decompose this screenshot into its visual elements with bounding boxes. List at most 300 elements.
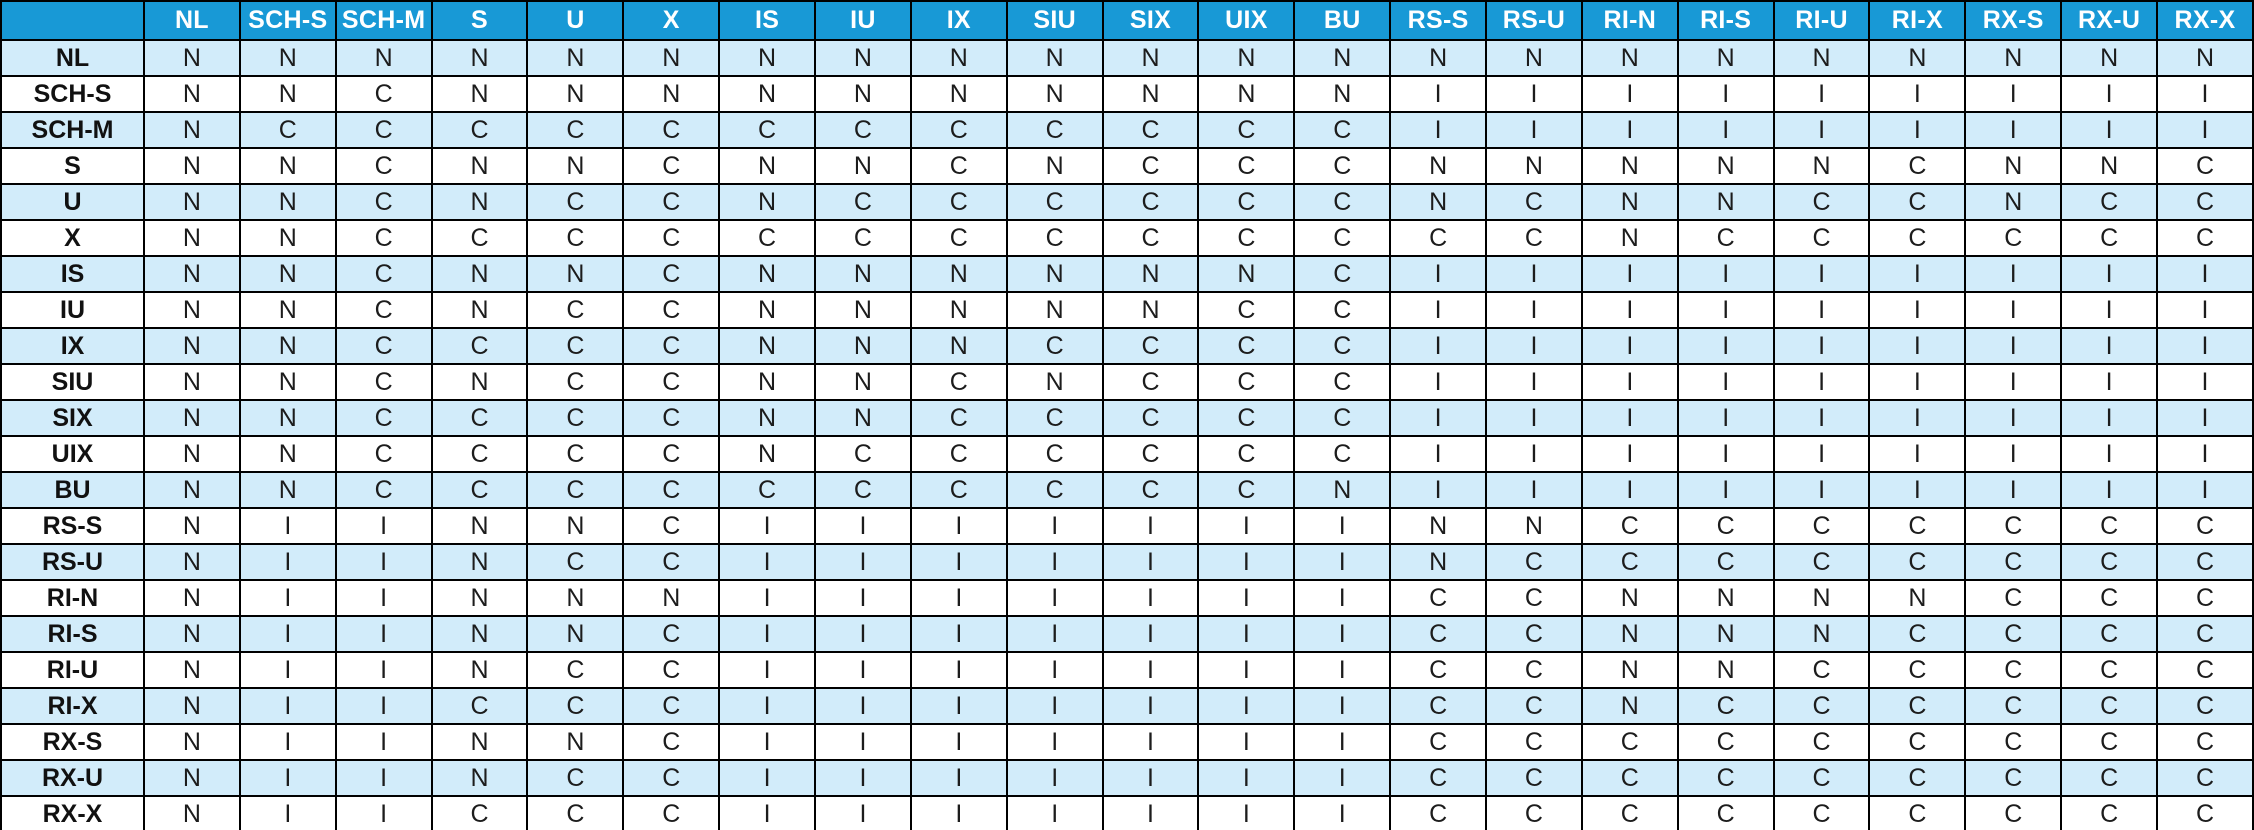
cell-rs-s-s: N bbox=[432, 508, 528, 544]
cell-is-siu: N bbox=[1007, 256, 1103, 292]
cell-six-rs-s: I bbox=[1390, 400, 1486, 436]
cell-ix-rx-u: I bbox=[2061, 328, 2157, 364]
cell-s-u: N bbox=[527, 148, 623, 184]
cell-u-rs-s: N bbox=[1390, 184, 1486, 220]
cell-siu-sch-s: N bbox=[240, 364, 336, 400]
column-header-iu: IU bbox=[815, 1, 911, 40]
cell-ix-sch-m: C bbox=[336, 328, 432, 364]
cell-siu-nl: N bbox=[144, 364, 240, 400]
column-header-is: IS bbox=[719, 1, 815, 40]
cell-ri-s-x: C bbox=[623, 616, 719, 652]
cell-iu-six: N bbox=[1103, 292, 1199, 328]
cell-sch-m-u: C bbox=[527, 112, 623, 148]
cell-nl-siu: N bbox=[1007, 40, 1103, 76]
cell-is-ri-x: I bbox=[1869, 256, 1965, 292]
cell-is-ix: N bbox=[911, 256, 1007, 292]
cell-ri-n-nl: N bbox=[144, 580, 240, 616]
cell-iu-rx-u: I bbox=[2061, 292, 2157, 328]
column-header-uix: UIX bbox=[1198, 1, 1294, 40]
cell-nl-s: N bbox=[432, 40, 528, 76]
cell-six-u: C bbox=[527, 400, 623, 436]
row-header-s: S bbox=[1, 148, 144, 184]
cell-sch-s-u: N bbox=[527, 76, 623, 112]
cell-siu-six: C bbox=[1103, 364, 1199, 400]
cell-siu-rs-u: I bbox=[1486, 364, 1582, 400]
cell-ri-n-is: I bbox=[719, 580, 815, 616]
cell-ix-rs-s: I bbox=[1390, 328, 1486, 364]
cell-x-rs-u: C bbox=[1486, 220, 1582, 256]
cell-is-rx-s: I bbox=[1965, 256, 2061, 292]
cell-sch-m-uix: C bbox=[1198, 112, 1294, 148]
cell-six-sch-m: C bbox=[336, 400, 432, 436]
cell-u-uix: C bbox=[1198, 184, 1294, 220]
column-header-ri-x: RI-X bbox=[1869, 1, 1965, 40]
cell-rs-u-rx-u: C bbox=[2061, 544, 2157, 580]
cell-ix-bu: C bbox=[1294, 328, 1390, 364]
column-header-sch-m: SCH-M bbox=[336, 1, 432, 40]
cell-is-six: N bbox=[1103, 256, 1199, 292]
cell-rs-s-u: N bbox=[527, 508, 623, 544]
cell-is-u: N bbox=[527, 256, 623, 292]
cell-sch-s-sch-s: N bbox=[240, 76, 336, 112]
cell-sch-m-ri-x: I bbox=[1869, 112, 1965, 148]
matrix-row-six bbox=[1, 400, 2253, 436]
cell-ri-s-rs-u: C bbox=[1486, 616, 1582, 652]
cell-ri-s-ri-u: N bbox=[1774, 616, 1870, 652]
matrix-row-rs-s bbox=[1, 508, 2253, 544]
cell-six-rx-u: I bbox=[2061, 400, 2157, 436]
cell-ri-s-is: I bbox=[719, 616, 815, 652]
cell-iu-x: C bbox=[623, 292, 719, 328]
cell-siu-ri-x: I bbox=[1869, 364, 1965, 400]
cell-rx-u-sch-m: I bbox=[336, 760, 432, 796]
cell-nl-ri-n: N bbox=[1582, 40, 1678, 76]
cell-ri-s-six: I bbox=[1103, 616, 1199, 652]
cell-rs-u-ri-x: C bbox=[1869, 544, 1965, 580]
cell-ri-s-nl: N bbox=[144, 616, 240, 652]
cell-uix-rx-u: I bbox=[2061, 436, 2157, 472]
cell-ri-n-x: N bbox=[623, 580, 719, 616]
matrix-head bbox=[1, 1, 2253, 40]
cell-rs-u-ri-s: C bbox=[1678, 544, 1774, 580]
cell-nl-x: N bbox=[623, 40, 719, 76]
cell-ri-u-bu: I bbox=[1294, 652, 1390, 688]
cell-sch-s-six: N bbox=[1103, 76, 1199, 112]
matrix-header-row bbox=[1, 1, 2253, 40]
cell-is-s: N bbox=[432, 256, 528, 292]
cell-u-six: C bbox=[1103, 184, 1199, 220]
cell-nl-u: N bbox=[527, 40, 623, 76]
cell-ri-s-sch-m: I bbox=[336, 616, 432, 652]
cell-rx-x-rs-u: C bbox=[1486, 796, 1582, 830]
column-header-ri-u: RI-U bbox=[1774, 1, 1870, 40]
cell-ix-ri-n: I bbox=[1582, 328, 1678, 364]
cell-ri-u-u: C bbox=[527, 652, 623, 688]
matrix-row-is bbox=[1, 256, 2253, 292]
column-header-s: S bbox=[432, 1, 528, 40]
matrix-row-ix bbox=[1, 328, 2253, 364]
cell-x-rx-x: C bbox=[2157, 220, 2253, 256]
cell-ri-u-rx-x: C bbox=[2157, 652, 2253, 688]
cell-nl-rx-s: N bbox=[1965, 40, 2061, 76]
row-header-ri-n: RI-N bbox=[1, 580, 144, 616]
cell-uix-is: N bbox=[719, 436, 815, 472]
cell-bu-ri-u: I bbox=[1774, 472, 1870, 508]
cell-six-ri-x: I bbox=[1869, 400, 1965, 436]
cell-ri-s-rs-s: C bbox=[1390, 616, 1486, 652]
cell-rs-s-siu: I bbox=[1007, 508, 1103, 544]
cell-ri-n-u: N bbox=[527, 580, 623, 616]
cell-rs-s-sch-m: I bbox=[336, 508, 432, 544]
cell-rs-s-ri-s: C bbox=[1678, 508, 1774, 544]
matrix-row-siu bbox=[1, 364, 2253, 400]
cell-x-iu: C bbox=[815, 220, 911, 256]
cell-six-siu: C bbox=[1007, 400, 1103, 436]
cell-bu-ri-s: I bbox=[1678, 472, 1774, 508]
cell-bu-bu: N bbox=[1294, 472, 1390, 508]
cell-rx-s-rx-x: C bbox=[2157, 724, 2253, 760]
column-header-ri-n: RI-N bbox=[1582, 1, 1678, 40]
cell-bu-ri-n: I bbox=[1582, 472, 1678, 508]
cell-ri-s-sch-s: I bbox=[240, 616, 336, 652]
cell-s-ri-n: N bbox=[1582, 148, 1678, 184]
cell-six-nl: N bbox=[144, 400, 240, 436]
cell-rs-u-siu: I bbox=[1007, 544, 1103, 580]
row-header-sch-m: SCH-M bbox=[1, 112, 144, 148]
matrix-row-iu bbox=[1, 292, 2253, 328]
cell-ri-n-s: N bbox=[432, 580, 528, 616]
cell-s-rs-s: N bbox=[1390, 148, 1486, 184]
cell-rs-s-sch-s: I bbox=[240, 508, 336, 544]
cell-six-six: C bbox=[1103, 400, 1199, 436]
cell-s-rx-u: N bbox=[2061, 148, 2157, 184]
cell-is-iu: N bbox=[815, 256, 911, 292]
cell-rs-u-is: I bbox=[719, 544, 815, 580]
cell-ri-u-siu: I bbox=[1007, 652, 1103, 688]
column-header-u: U bbox=[527, 1, 623, 40]
cell-rx-s-iu: I bbox=[815, 724, 911, 760]
cell-x-x: C bbox=[623, 220, 719, 256]
cell-iu-ri-s: I bbox=[1678, 292, 1774, 328]
cell-s-uix: C bbox=[1198, 148, 1294, 184]
cell-ri-u-uix: I bbox=[1198, 652, 1294, 688]
cell-rs-s-rs-u: N bbox=[1486, 508, 1582, 544]
cell-ri-u-nl: N bbox=[144, 652, 240, 688]
cell-nl-rx-u: N bbox=[2061, 40, 2157, 76]
cell-bu-rx-s: I bbox=[1965, 472, 2061, 508]
cell-uix-rs-u: I bbox=[1486, 436, 1582, 472]
cell-is-bu: C bbox=[1294, 256, 1390, 292]
cell-u-bu: C bbox=[1294, 184, 1390, 220]
cell-rx-u-rs-s: C bbox=[1390, 760, 1486, 796]
cell-iu-ri-x: I bbox=[1869, 292, 1965, 328]
cell-siu-rx-s: I bbox=[1965, 364, 2061, 400]
matrix-row-bu bbox=[1, 472, 2253, 508]
cell-six-rx-x: I bbox=[2157, 400, 2253, 436]
cell-ix-six: C bbox=[1103, 328, 1199, 364]
cell-u-ri-x: C bbox=[1869, 184, 1965, 220]
row-header-is: IS bbox=[1, 256, 144, 292]
column-header-sch-s: SCH-S bbox=[240, 1, 336, 40]
cell-ri-n-rx-s: C bbox=[1965, 580, 2061, 616]
cell-ri-x-sch-m: I bbox=[336, 688, 432, 724]
cell-rx-s-sch-m: I bbox=[336, 724, 432, 760]
cell-ri-x-iu: I bbox=[815, 688, 911, 724]
cell-x-rx-s: C bbox=[1965, 220, 2061, 256]
cell-rx-s-x: C bbox=[623, 724, 719, 760]
cell-rx-x-siu: I bbox=[1007, 796, 1103, 830]
cell-siu-rs-s: I bbox=[1390, 364, 1486, 400]
cell-ix-siu: C bbox=[1007, 328, 1103, 364]
cell-rs-u-rx-s: C bbox=[1965, 544, 2061, 580]
cell-x-six: C bbox=[1103, 220, 1199, 256]
cell-ri-s-ri-s: N bbox=[1678, 616, 1774, 652]
cell-ri-x-six: I bbox=[1103, 688, 1199, 724]
cell-x-sch-s: N bbox=[240, 220, 336, 256]
cell-iu-is: N bbox=[719, 292, 815, 328]
cell-rx-s-rs-u: C bbox=[1486, 724, 1582, 760]
cell-uix-ri-s: I bbox=[1678, 436, 1774, 472]
cell-six-ri-s: I bbox=[1678, 400, 1774, 436]
cell-x-ix: C bbox=[911, 220, 1007, 256]
cell-nl-sch-m: N bbox=[336, 40, 432, 76]
cell-ri-x-uix: I bbox=[1198, 688, 1294, 724]
cell-rs-u-iu: I bbox=[815, 544, 911, 580]
cell-ri-s-iu: I bbox=[815, 616, 911, 652]
cell-rs-u-six: I bbox=[1103, 544, 1199, 580]
cell-sch-s-ri-u: I bbox=[1774, 76, 1870, 112]
cell-rs-s-x: C bbox=[623, 508, 719, 544]
cell-sch-s-is: N bbox=[719, 76, 815, 112]
cell-uix-rx-s: I bbox=[1965, 436, 2061, 472]
cell-ri-s-rx-s: C bbox=[1965, 616, 2061, 652]
cell-six-sch-s: N bbox=[240, 400, 336, 436]
cell-sch-s-ix: N bbox=[911, 76, 1007, 112]
cell-bu-sch-s: N bbox=[240, 472, 336, 508]
cell-rx-s-is: I bbox=[719, 724, 815, 760]
cell-ix-s: C bbox=[432, 328, 528, 364]
cell-rx-x-rx-s: C bbox=[1965, 796, 2061, 830]
cell-is-rx-x: I bbox=[2157, 256, 2253, 292]
cell-rs-u-rs-s: N bbox=[1390, 544, 1486, 580]
cell-s-siu: N bbox=[1007, 148, 1103, 184]
cell-ix-is: N bbox=[719, 328, 815, 364]
cell-siu-bu: C bbox=[1294, 364, 1390, 400]
cell-rx-u-ri-u: C bbox=[1774, 760, 1870, 796]
cell-is-ri-u: I bbox=[1774, 256, 1870, 292]
cell-ri-x-rs-s: C bbox=[1390, 688, 1486, 724]
cell-ri-n-sch-m: I bbox=[336, 580, 432, 616]
cell-iu-rx-s: I bbox=[1965, 292, 2061, 328]
column-header-siu: SIU bbox=[1007, 1, 1103, 40]
cell-is-uix: N bbox=[1198, 256, 1294, 292]
cell-sch-m-is: C bbox=[719, 112, 815, 148]
cell-rs-s-uix: I bbox=[1198, 508, 1294, 544]
cell-rx-s-ri-x: C bbox=[1869, 724, 1965, 760]
cell-rx-x-sch-s: I bbox=[240, 796, 336, 830]
cell-uix-rs-s: I bbox=[1390, 436, 1486, 472]
cell-sch-m-bu: C bbox=[1294, 112, 1390, 148]
cell-ix-iu: N bbox=[815, 328, 911, 364]
cell-ri-s-rx-x: C bbox=[2157, 616, 2253, 652]
cell-rx-s-six: I bbox=[1103, 724, 1199, 760]
cell-ri-u-rx-u: C bbox=[2061, 652, 2157, 688]
cell-bu-siu: C bbox=[1007, 472, 1103, 508]
cell-rx-s-s: N bbox=[432, 724, 528, 760]
cell-rx-s-rx-s: C bbox=[1965, 724, 2061, 760]
cell-s-six: C bbox=[1103, 148, 1199, 184]
cell-ri-x-ri-s: C bbox=[1678, 688, 1774, 724]
cell-nl-rs-s: N bbox=[1390, 40, 1486, 76]
cell-ri-u-ix: I bbox=[911, 652, 1007, 688]
cell-ri-s-uix: I bbox=[1198, 616, 1294, 652]
cell-rx-u-x: C bbox=[623, 760, 719, 796]
cell-u-ri-u: C bbox=[1774, 184, 1870, 220]
cell-ri-u-rs-s: C bbox=[1390, 652, 1486, 688]
cell-nl-sch-s: N bbox=[240, 40, 336, 76]
cell-ri-n-ri-s: N bbox=[1678, 580, 1774, 616]
cell-nl-is: N bbox=[719, 40, 815, 76]
cell-six-bu: C bbox=[1294, 400, 1390, 436]
cell-is-rx-u: I bbox=[2061, 256, 2157, 292]
cell-ri-s-ri-x: C bbox=[1869, 616, 1965, 652]
matrix-row-ri-x bbox=[1, 688, 2253, 724]
row-header-ri-x: RI-X bbox=[1, 688, 144, 724]
cell-rx-x-iu: I bbox=[815, 796, 911, 830]
cell-sch-m-ri-n: I bbox=[1582, 112, 1678, 148]
row-header-rx-s: RX-S bbox=[1, 724, 144, 760]
cell-s-sch-m: C bbox=[336, 148, 432, 184]
cell-nl-ri-u: N bbox=[1774, 40, 1870, 76]
cell-x-sch-m: C bbox=[336, 220, 432, 256]
cell-ri-n-sch-s: I bbox=[240, 580, 336, 616]
matrix-row-sch-m bbox=[1, 112, 2253, 148]
cell-x-nl: N bbox=[144, 220, 240, 256]
cell-uix-ri-n: I bbox=[1582, 436, 1678, 472]
cell-nl-nl: N bbox=[144, 40, 240, 76]
cell-sch-s-nl: N bbox=[144, 76, 240, 112]
cell-bu-rs-u: I bbox=[1486, 472, 1582, 508]
cell-x-uix: C bbox=[1198, 220, 1294, 256]
cell-ri-n-ri-x: N bbox=[1869, 580, 1965, 616]
cell-six-rs-u: I bbox=[1486, 400, 1582, 436]
row-header-ix: IX bbox=[1, 328, 144, 364]
cell-rx-s-ri-n: C bbox=[1582, 724, 1678, 760]
cell-x-ri-x: C bbox=[1869, 220, 1965, 256]
cell-rx-s-u: N bbox=[527, 724, 623, 760]
cell-rx-u-siu: I bbox=[1007, 760, 1103, 796]
cell-iu-iu: N bbox=[815, 292, 911, 328]
cell-sch-s-bu: N bbox=[1294, 76, 1390, 112]
cell-sch-m-s: C bbox=[432, 112, 528, 148]
cell-iu-rs-s: I bbox=[1390, 292, 1486, 328]
cell-six-uix: C bbox=[1198, 400, 1294, 436]
cell-s-ri-s: N bbox=[1678, 148, 1774, 184]
cell-ri-u-ri-x: C bbox=[1869, 652, 1965, 688]
cell-rs-u-x: C bbox=[623, 544, 719, 580]
matrix-row-rx-x bbox=[1, 796, 2253, 830]
row-header-six: SIX bbox=[1, 400, 144, 436]
cell-is-rs-s: I bbox=[1390, 256, 1486, 292]
cell-ri-s-siu: I bbox=[1007, 616, 1103, 652]
cell-s-rx-s: N bbox=[1965, 148, 2061, 184]
cell-sch-m-siu: C bbox=[1007, 112, 1103, 148]
cell-sch-m-rx-u: I bbox=[2061, 112, 2157, 148]
cell-ri-u-rs-u: C bbox=[1486, 652, 1582, 688]
cell-rs-s-bu: I bbox=[1294, 508, 1390, 544]
cell-six-x: C bbox=[623, 400, 719, 436]
cell-rs-u-nl: N bbox=[144, 544, 240, 580]
cell-rx-x-six: I bbox=[1103, 796, 1199, 830]
matrix-row-nl bbox=[1, 40, 2253, 76]
cell-rs-u-ri-n: C bbox=[1582, 544, 1678, 580]
cell-ri-x-u: C bbox=[527, 688, 623, 724]
cell-rx-x-ix: I bbox=[911, 796, 1007, 830]
cell-rx-s-ri-s: C bbox=[1678, 724, 1774, 760]
cell-six-s: C bbox=[432, 400, 528, 436]
cell-rx-x-bu: I bbox=[1294, 796, 1390, 830]
cell-rx-u-ri-x: C bbox=[1869, 760, 1965, 796]
cell-rx-u-ri-n: C bbox=[1582, 760, 1678, 796]
cell-rx-x-u: C bbox=[527, 796, 623, 830]
row-header-rs-s: RS-S bbox=[1, 508, 144, 544]
cell-uix-s: C bbox=[432, 436, 528, 472]
cell-rs-s-is: I bbox=[719, 508, 815, 544]
cell-u-is: N bbox=[719, 184, 815, 220]
cell-rx-s-uix: I bbox=[1198, 724, 1294, 760]
cell-uix-siu: C bbox=[1007, 436, 1103, 472]
cell-ri-u-ri-s: N bbox=[1678, 652, 1774, 688]
cell-iu-rx-x: I bbox=[2157, 292, 2253, 328]
cell-bu-x: C bbox=[623, 472, 719, 508]
cell-bu-ix: C bbox=[911, 472, 1007, 508]
cell-ri-n-ri-u: N bbox=[1774, 580, 1870, 616]
cell-bu-is: C bbox=[719, 472, 815, 508]
cell-rx-s-bu: I bbox=[1294, 724, 1390, 760]
cell-six-ix: C bbox=[911, 400, 1007, 436]
cell-sch-s-iu: N bbox=[815, 76, 911, 112]
matrix-row-ri-n bbox=[1, 580, 2253, 616]
cell-siu-uix: C bbox=[1198, 364, 1294, 400]
cell-ri-u-iu: I bbox=[815, 652, 911, 688]
cell-sch-s-ri-x: I bbox=[1869, 76, 1965, 112]
cell-uix-ix: C bbox=[911, 436, 1007, 472]
cell-u-rx-s: N bbox=[1965, 184, 2061, 220]
cell-rx-s-nl: N bbox=[144, 724, 240, 760]
matrix-body bbox=[1, 40, 2253, 830]
column-header-bu: BU bbox=[1294, 1, 1390, 40]
cell-ri-x-s: C bbox=[432, 688, 528, 724]
cell-uix-bu: C bbox=[1294, 436, 1390, 472]
cell-ri-n-six: I bbox=[1103, 580, 1199, 616]
cell-siu-ix: C bbox=[911, 364, 1007, 400]
cell-rs-s-rs-s: N bbox=[1390, 508, 1486, 544]
cell-uix-u: C bbox=[527, 436, 623, 472]
cell-u-x: C bbox=[623, 184, 719, 220]
cell-ri-s-ri-n: N bbox=[1582, 616, 1678, 652]
cell-rx-s-ix: I bbox=[911, 724, 1007, 760]
cell-iu-uix: C bbox=[1198, 292, 1294, 328]
cell-ri-n-ix: I bbox=[911, 580, 1007, 616]
cell-rx-s-siu: I bbox=[1007, 724, 1103, 760]
cell-ri-u-ri-n: N bbox=[1582, 652, 1678, 688]
cell-six-iu: N bbox=[815, 400, 911, 436]
cell-uix-sch-s: N bbox=[240, 436, 336, 472]
cell-ri-u-x: C bbox=[623, 652, 719, 688]
cell-u-s: N bbox=[432, 184, 528, 220]
cell-sch-m-ri-s: I bbox=[1678, 112, 1774, 148]
cell-bu-ri-x: I bbox=[1869, 472, 1965, 508]
